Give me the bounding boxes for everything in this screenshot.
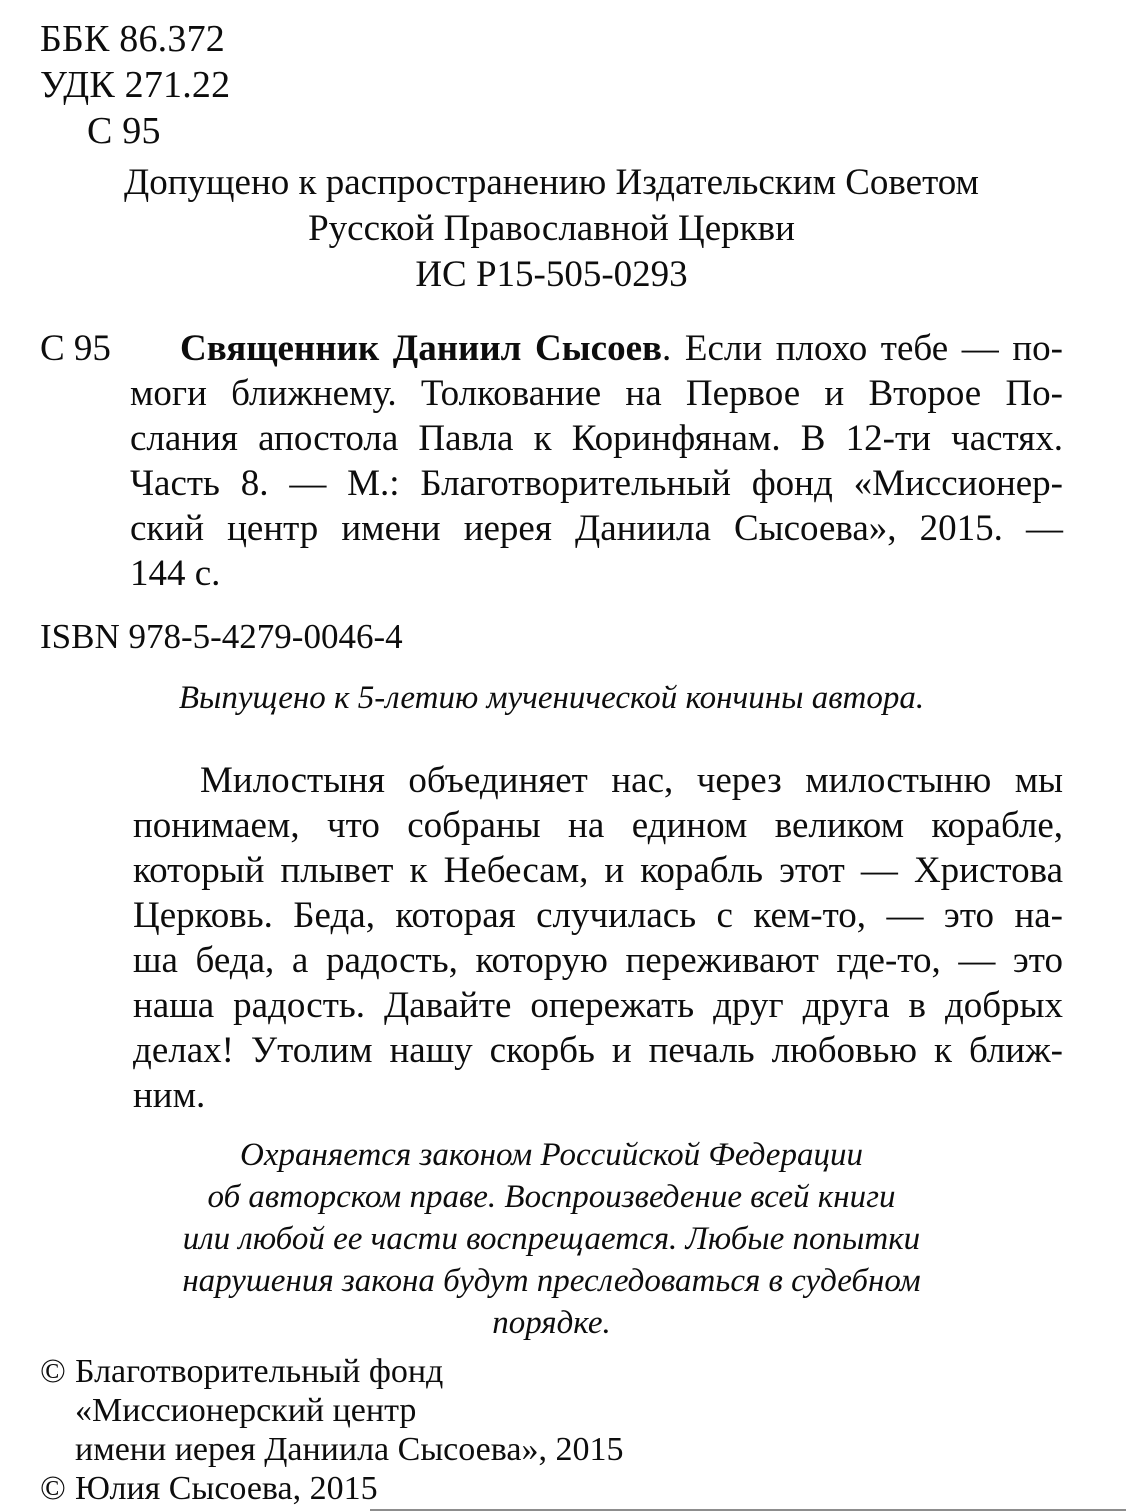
catalog-line-5: ский центр имени иерея Даниила Сысоева», 2015. —: [130, 508, 1063, 549]
copyright-entry-author: [40, 1469, 1063, 1508]
dedication-note: Выпущено к 5-летию мученической кончины автора.: [178, 680, 925, 716]
copyright-icon: ©: [40, 1470, 66, 1507]
legal-line-5: порядке.: [492, 1305, 611, 1341]
copyright-fund-line-2: «Миссионерский центр: [75, 1392, 417, 1429]
catalog-line-4: Часть 8. — М.: Благотворительный фонд «Миссионер-: [130, 463, 1063, 504]
annotation-line-4: Церковь. Беда, которая случилась с кем-то, — это на-: [133, 895, 1063, 936]
approval-line-3: ИС Р15-505-0293: [415, 254, 688, 295]
annotation-line-7: делах! Утолим нашу скорбь и печаль любовью к ближ-: [133, 1030, 1063, 1071]
copyright-block: [40, 1352, 1063, 1508]
annotation-line-3: который плывет к Небесам, и корабль этот — Христова: [133, 850, 1063, 891]
catalog-line-6: 144 с.: [130, 553, 221, 594]
bbk-code: ББК 86.372: [40, 18, 225, 60]
copyright-author-line-1: Юлия Сысоева, 2015: [75, 1470, 378, 1507]
copyright-fund-line-1: Благотворительный фонд: [75, 1353, 444, 1390]
legal-line-1: Охраняется законом Российской Федерации: [240, 1137, 863, 1173]
legal-line-2: об авторском праве. Воспроизведение всей книги: [207, 1179, 896, 1215]
catalog-line-1-rest: . Если плохо тебе — по-: [662, 328, 1063, 369]
copyright-fund-lines: [75, 1352, 1063, 1469]
legal-line-3: или любой ее части воспрещается. Любые попытки: [182, 1221, 921, 1257]
copyright-entry-fund: [40, 1352, 1063, 1469]
annotation-paragraph: [133, 758, 1063, 1118]
catalog-line-3: слания апостола Павла к Коринфянам. В 12-ти частях.: [130, 418, 1063, 459]
approval-line-2: Русской Православной Церкви: [308, 208, 795, 249]
annotation-line-5: ша беда, а радость, которую переживают где-то, — это: [133, 940, 1063, 981]
annotation-line-6: наша радость. Давайте опережать друг друга в добрых: [133, 985, 1063, 1026]
annotation-line-8: ним.: [133, 1075, 206, 1116]
approval-line-1: Допущено к распространению Издательским Советом: [124, 162, 979, 203]
catalog-card-entry: [40, 326, 1063, 596]
annotation-line-2: понимаем, что собраны на едином великом корабле,: [133, 805, 1063, 846]
legal-line-4: нарушения закона будут преследоваться в судебном: [182, 1263, 921, 1299]
copyright-icon: ©: [40, 1353, 66, 1390]
udk-code: УДК 271.22: [40, 64, 231, 106]
author-index-code: С 95: [87, 110, 161, 152]
catalog-line-1: [130, 326, 1063, 371]
catalog-description: [130, 326, 1063, 596]
isbn: ISBN 978-5-4279-0046-4: [40, 617, 403, 656]
legal-notice: [40, 1134, 1063, 1344]
church-approval-block: [40, 160, 1063, 298]
annotation-line-1: Милостыня объединяет нас, через милостыню мы: [200, 760, 1063, 801]
catalog-author: Священник Даниил Сысоев: [180, 328, 662, 369]
copyright-author-lines: [75, 1469, 1063, 1508]
catalog-index: С 95: [40, 328, 111, 369]
cataloguing-codes: [40, 16, 1063, 154]
catalog-line-2: моги ближнему. Толкование на Первое и Второе По-: [130, 373, 1063, 414]
copyright-fund-line-3: имени иерея Даниила Сысоева», 2015: [75, 1431, 624, 1468]
